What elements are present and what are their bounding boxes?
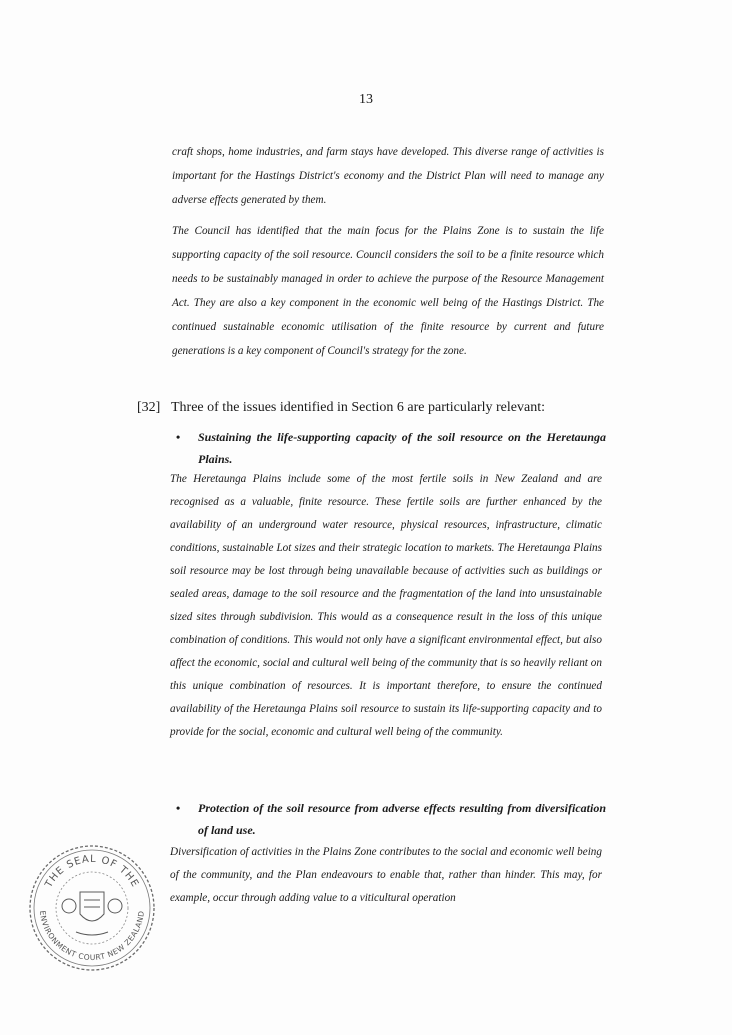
bullet-item-2 xyxy=(176,797,606,841)
quoted-paragraph-1 xyxy=(172,140,604,212)
bullet-marker: • xyxy=(176,801,181,815)
paragraph-number: [32] xyxy=(137,400,161,415)
seal-text-top: THE SEAL OF THE xyxy=(43,853,141,890)
paragraph-32 xyxy=(137,398,617,418)
bullet-body-1: The Heretaunga Plains include some of the most fertile soils in New Zealand and are recognised as a valuable, finite resource. These fertile soils are further enhanced by the availability of an underground water resource, physical resources, infrastructure, climatic conditions, sustainable Lot sizes and their strategic location to markets. The Heretaunga Plains soil resource may be lost through being unavailable because of activities such as buildings or sealed areas, damage to the soil resource and the fragmentation of the land into unsustainable sized sites through subdivision. This would as a consequence result in the loss of this unique combination of conditions. This would not only have a significant environmental effect, but also affect the economic, social and cultural well being of the community that is so heavily reliant on this unique combination of resources. It is important therefore, to ensure the continued availability of the Heretaunga Plains soil resource to sustain its life-supporting capacity and to provide for the social, economic and cultural well being of the community. xyxy=(170,473,602,738)
bullet-heading-2: Protection of the soil resource from adverse effects resulting from diversification of land use. xyxy=(198,801,606,837)
page-number: 13 xyxy=(359,92,373,107)
paragraph-text: Three of the issues identified in Section 6 are particularly relevant: xyxy=(171,400,545,415)
bullet-body-2: Diversification of activities in the Plains Zone contributes to the social and economic well being of the community, and the Plan endeavours to enable that, rather than hinder. This may, for example, occur through adding value to a viticultural operation xyxy=(170,846,602,904)
bullet-item-1 xyxy=(176,426,606,470)
quoted-paragraph-2 xyxy=(172,219,604,363)
coat-of-arms-icon xyxy=(62,892,122,935)
quote-text-1: craft shops, home industries, and farm stays have developed. This diverse range of activities is important for the Hastings District's economy and the District Plan will need to manage any adverse effects generated by them. xyxy=(172,146,604,206)
court-seal-stamp xyxy=(24,840,160,976)
seal-text-bottom: ENVIRONMENT COURT NEW ZEALAND xyxy=(38,910,147,963)
svg-text:ENVIRONMENT COURT NEW ZEALAND xyxy=(38,910,146,962)
bullet-marker: • xyxy=(176,430,181,444)
bullet-heading-1: Sustaining the life-supporting capacity of the soil resource on the Heretaunga Plains. xyxy=(198,430,606,466)
quote-text-2: The Council has identified that the main focus for the Plains Zone is to sustain the life supporting capacity of the soil resource. Council considers the soil to be a finite resource which needs to be sustainably managed in order to achieve the purpose of the Resource Management Act. They are also a key component in the economic well being of the Hastings District. The continued sustainable economic utilisation of the finite resource by current and future generations is a key component of Council's strategy for the zone. xyxy=(172,225,604,357)
